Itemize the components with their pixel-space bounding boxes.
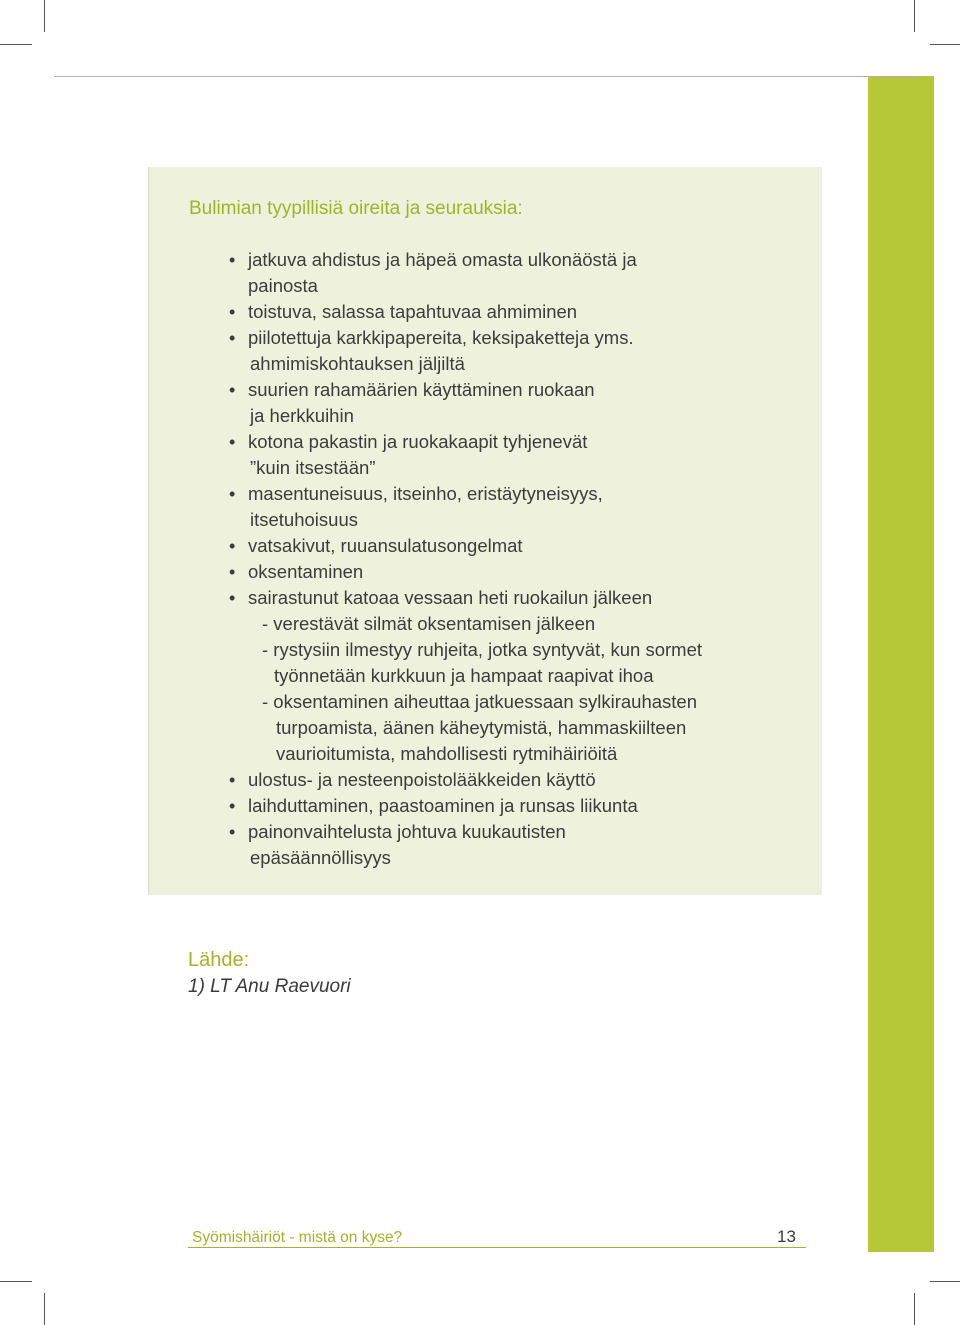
crop-mark (0, 44, 32, 45)
list-item: masentuneisuus, itseinho, eristäytyneisyys, (248, 483, 603, 504)
footer-title: Syömishäiriöt - mistä on kyse? (192, 1229, 403, 1246)
list-item: ulostus- ja nesteenpoistolääkkeiden käyttö (248, 769, 596, 790)
bullet-glyph: • (229, 328, 236, 348)
list-item: jatkuva ahdistus ja häpeä omasta ulkonäöstä ja (248, 249, 637, 270)
list-item: painonvaihtelusta johtuva kuukautisten (248, 821, 566, 842)
list-item-continuation: ja herkkuihin (250, 405, 354, 426)
page-number: 13 (777, 1227, 796, 1246)
bullet-glyph: • (229, 536, 236, 556)
bullet-glyph: • (229, 770, 236, 790)
list-item-continuation: painosta (248, 275, 318, 296)
crop-mark (54, 76, 920, 77)
side-color-band (868, 77, 934, 1252)
symptom-list (149, 167, 822, 895)
crop-mark (914, 1293, 915, 1325)
source-item: 1) LT Anu Raevuori (188, 976, 351, 997)
list-item: sairastunut katoaa vessaan heti ruokailun jälkeen (248, 587, 653, 608)
crop-mark (930, 44, 960, 45)
sub-list-item: - oksentaminen aiheuttaa jatkuessaan sylkirauhasten (262, 691, 698, 712)
box-heading: Bulimian tyypillisiä oireita ja seurauksia: (189, 198, 523, 219)
list-item-continuation: epäsäännöllisyys (250, 847, 391, 868)
bullet-glyph: • (229, 250, 236, 270)
list-item: laihduttaminen, paastoaminen ja runsas liikunta (248, 795, 638, 816)
bullet-glyph: • (229, 562, 236, 582)
bullet-glyph: • (229, 484, 236, 504)
crop-mark (930, 1281, 960, 1282)
bullet-glyph: • (229, 796, 236, 816)
bullet-glyph: • (229, 380, 236, 400)
list-item-continuation: ahmimiskohtauksen jäljiltä (250, 353, 465, 374)
list-item: kotona pakastin ja ruokakaapit tyhjenevät (248, 431, 588, 452)
sub-list-item-continuation: työnnetään kurkkuun ja hampaat raapivat ihoa (274, 665, 654, 686)
list-item: vatsakivut, ruuansulatusongelmat (248, 535, 523, 556)
list-item: toistuva, salassa tapahtuvaa ahmiminen (248, 301, 578, 322)
sub-list-item: - verestävät silmät oksentamisen jälkeen (262, 613, 596, 634)
crop-mark (44, 0, 45, 32)
list-item-continuation: ”kuin itsestään” (250, 457, 376, 478)
sub-list-item: - rystysiin ilmestyy ruhjeita, jotka syntyvät, kun sormet (262, 639, 703, 660)
crop-mark (914, 0, 915, 32)
sub-list-item-continuation: vaurioitumista, mahdollisesti rytmihäiriöitä (276, 743, 618, 764)
bullet-glyph: • (229, 588, 236, 608)
crop-mark (44, 1293, 45, 1325)
bullet-glyph: • (229, 302, 236, 322)
bullet-glyph: • (229, 822, 236, 842)
symptoms-box (148, 167, 822, 895)
sub-list-item-continuation: turpoamista, äänen käheytymistä, hammaskiilteen (276, 717, 687, 738)
bullet-glyph: • (229, 432, 236, 452)
list-item-continuation: itsetuhoisuus (250, 509, 358, 530)
list-item: oksentaminen (248, 561, 364, 582)
side-color-band-tab (920, 76, 934, 78)
source-label: Lähde: (188, 949, 250, 971)
list-item: piilotettuja karkkipapereita, keksipaketteja yms. (248, 327, 634, 348)
footer-rule (188, 1247, 806, 1248)
crop-mark (0, 1281, 32, 1282)
list-item: suurien rahamäärien käyttäminen ruokaan (248, 379, 595, 400)
